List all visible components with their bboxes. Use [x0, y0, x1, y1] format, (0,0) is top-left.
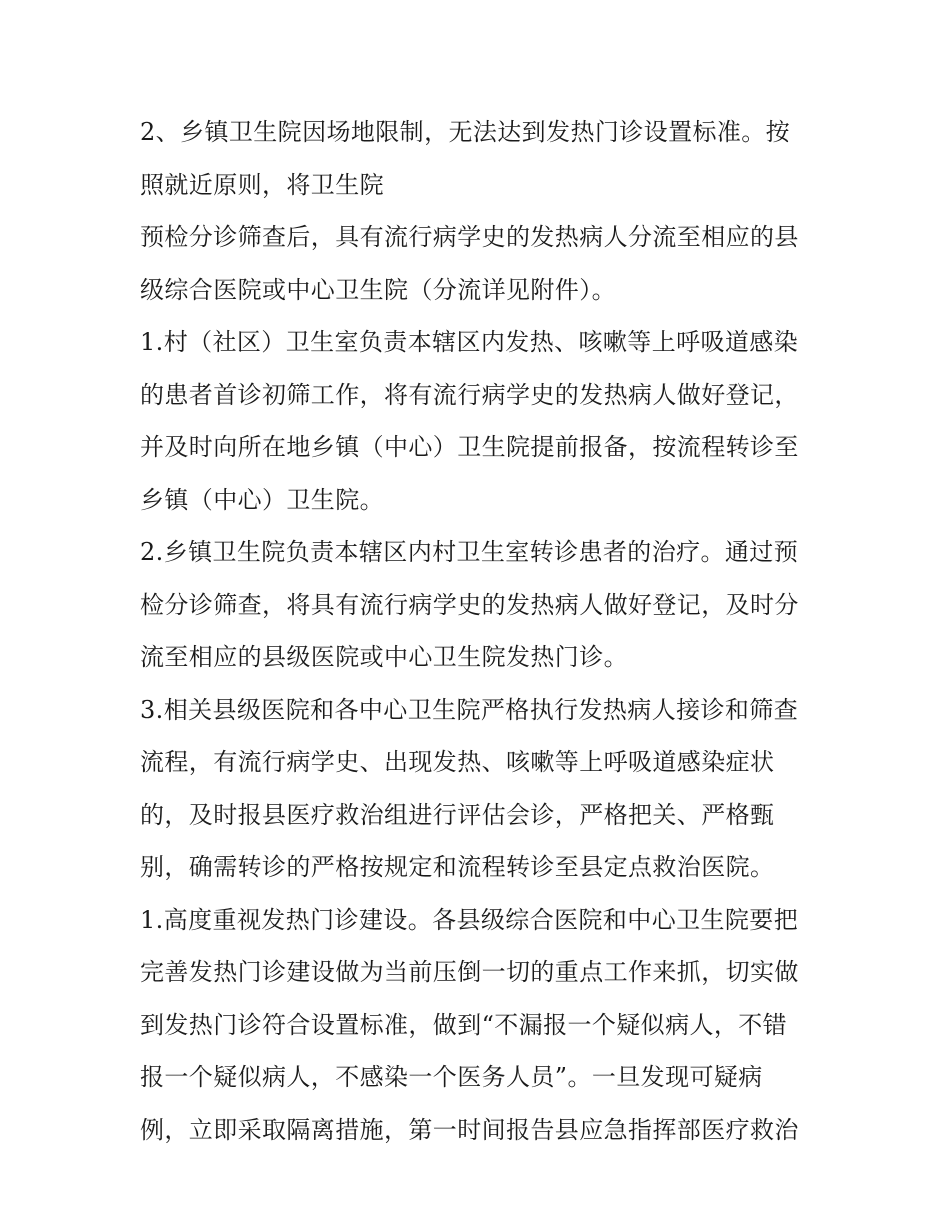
- text-line: 别，确需转诊的严格按规定和流程转诊至县定点救治医院。: [140, 853, 775, 881]
- text-line: 3.相关县级医院和各中心卫生院严格执行发热病人接诊和筛查: [140, 695, 799, 724]
- document-body: [140, 108, 820, 1158]
- text-line: 完善发热门诊建设做为当前压倒一切的重点工作来抓，切实做: [140, 958, 799, 986]
- text-line: 照就近原则，将卫生院: [140, 170, 384, 199]
- text-line: 2.乡镇卫生院负责本辖区内村卫生室转诊患者的治疗。通过预: [140, 538, 799, 566]
- text-line: 1.村（社区）卫生室负责本辖区内发热、咳嗽等上呼吸道感染: [140, 328, 799, 356]
- text-line: 级综合医院或中心卫生院（分流详见附件）。: [140, 275, 616, 304]
- text-line: 的患者首诊初筛工作，将有流行病学史的发热病人做好登记，: [140, 380, 799, 409]
- text-line: 并及时向所在地乡镇（中心）卫生院提前报备，按流程转诊至: [140, 433, 799, 461]
- text-line: 2、乡镇卫生院因场地限制，无法达到发热门诊设置标准。按: [140, 118, 791, 146]
- text-line: 例，立即采取隔离措施，第一时间报告县应急指挥部医疗救治: [140, 1115, 799, 1144]
- text-line: 乡镇（中心）卫生院。: [140, 485, 384, 514]
- text-line: 的，及时报县医疗救治组进行评估会诊，严格把关、严格甄: [140, 800, 775, 829]
- text-line: 到发热门诊符合设置标准，做到“不漏报一个疑似病人，不错: [140, 1010, 788, 1039]
- text-line: 检分诊筛查，将具有流行病学史的发热病人做好登记，及时分: [140, 590, 799, 619]
- text-line: 流程，有流行病学史、出现发热、咳嗽等上呼吸道感染症状: [140, 748, 775, 776]
- text-line: 预检分诊筛查后，具有流行病学史的发热病人分流至相应的县: [140, 223, 799, 251]
- text-line: 流至相应的县级医院或中心卫生院发热门诊。: [140, 643, 628, 671]
- text-line: 1.高度重视发热门诊建设。各县级综合医院和中心卫生院要把: [140, 905, 799, 934]
- text-line: 报一个疑似病人，不感染一个医务人员”。一旦发现可疑病: [140, 1063, 763, 1091]
